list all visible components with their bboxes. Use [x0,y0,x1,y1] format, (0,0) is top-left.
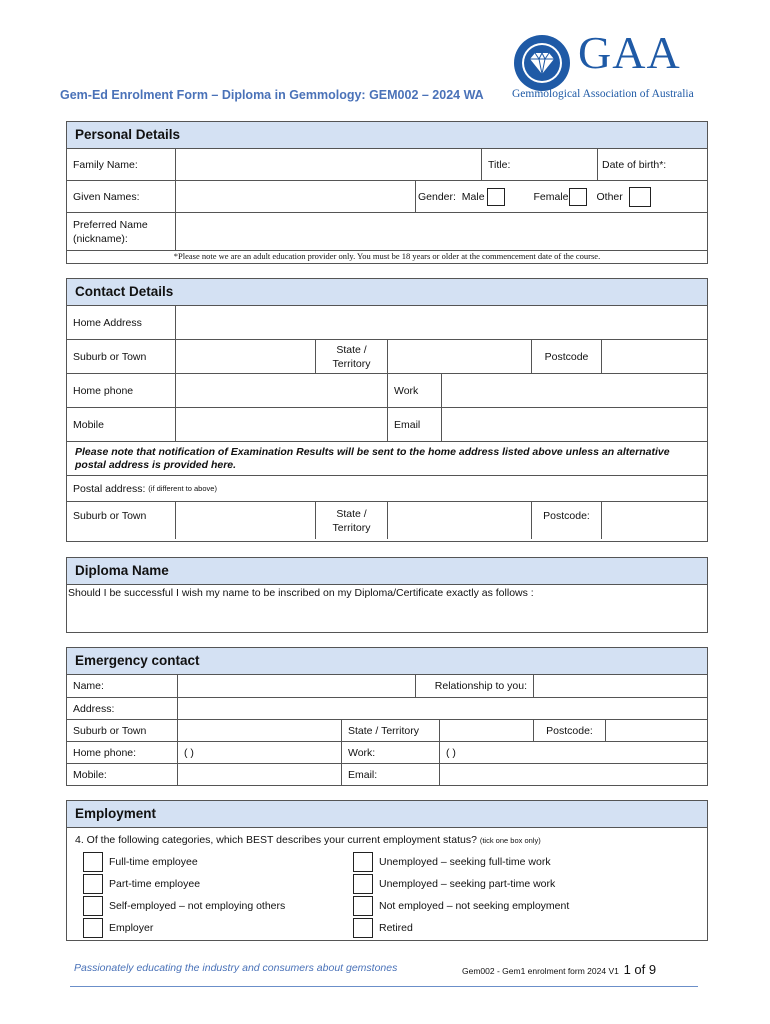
personal-details-heading: Personal Details [67,122,707,149]
mobile-input[interactable] [175,408,387,441]
title-label: Title: [481,149,597,180]
postal-address-hint: (if different to above) [148,484,217,493]
work-input[interactable] [441,374,709,407]
parttime-checkbox[interactable] [83,874,103,894]
relationship-input[interactable] [533,675,709,697]
mobile-row [67,408,707,442]
employment-option-not-seeking[interactable] [353,896,569,916]
emergency-contact-heading: Emergency contact [67,648,707,675]
email-input[interactable] [441,408,709,441]
employment-question-hint: (tick one box only) [479,836,541,845]
home-address-row [67,306,707,340]
postal-state-label: State / Territory [315,502,387,539]
postal-suburb-input[interactable] [175,502,315,539]
gaa-logo-subtitle: Gemmological Association of Australia [512,88,694,100]
family-name-label: Family Name: [73,158,138,171]
postal-notice: Please note that notification of Examination Results will be sent to the home address listed above unless an alternative postal address is provided here. [75,446,670,471]
emergency-mobile-input[interactable] [177,764,341,786]
emergency-suburb-row [67,720,707,742]
emergency-email-label: Email: [341,764,439,786]
unemployed-parttime-checkbox[interactable] [353,874,373,894]
postal-address-cell[interactable] [67,476,709,501]
home-address-label: Home Address [73,316,142,329]
mobile-label: Mobile [73,418,104,431]
gender-label: Gender: [418,190,456,203]
family-name-row [67,149,707,181]
dob-label: Date of birth*: [597,149,709,180]
email-label: Email [387,408,441,441]
home-address-input[interactable] [175,306,709,339]
unemployed-fulltime-checkbox[interactable] [353,852,373,872]
fulltime-checkbox[interactable] [83,852,103,872]
employer-label: Employer [109,922,154,934]
relationship-label: Relationship to you: [415,675,533,697]
work-label: Work [387,374,441,407]
employment-heading: Employment [67,801,707,828]
diploma-name-text: Should I be successful I wish my name to be inscribed on my Diploma/Certificate exactly as follows : [68,587,534,599]
home-phone-input[interactable] [175,374,387,407]
gender-other-checkbox[interactable] [629,187,651,207]
emergency-email-input[interactable] [439,764,709,786]
postal-address-row[interactable] [67,476,707,502]
postcode-input[interactable] [601,340,709,373]
state-input[interactable] [387,340,531,373]
emergency-postcode-label: Postcode: [533,720,605,741]
preferred-name-input[interactable] [175,213,709,250]
contact-details-section [66,278,708,542]
footer-doc-info [462,962,656,977]
emergency-name-row [67,675,707,698]
employer-checkbox[interactable] [83,918,103,938]
parttime-label: Part-time employee [109,878,201,890]
age-note: *Please note we are an adult education provider only. You must be 18 years or older at the commencement date of the course. [173,251,601,261]
emergency-name-label: Name: [73,680,104,692]
employment-option-fulltime[interactable] [83,852,198,872]
emergency-name-input[interactable] [177,675,415,697]
employment-question [75,834,541,846]
gender-cell [415,181,709,212]
employment-option-parttime[interactable] [83,874,200,894]
footer-tagline: Passionately educating the industry and consumers about gemstones [74,962,398,974]
postcode-label: Postcode [531,340,601,373]
emergency-postcode-input[interactable] [605,720,709,741]
footer-divider [70,986,698,987]
form-title: Gem-Ed Enrolment Form – Diploma in Gemmology: GEM002 – 2024 WA [60,88,484,102]
emergency-contact-section [66,647,708,786]
diploma-name-section [66,557,708,633]
employment-option-employer[interactable] [83,918,153,938]
gender-female-label: Female [533,190,569,203]
employment-option-retired[interactable] [353,918,413,938]
state-label: State / Territory [315,340,387,373]
given-names-input[interactable] [175,181,415,212]
emergency-address-input[interactable] [177,698,709,719]
selfemployed-label: Self-employed – not employing others [109,900,286,912]
suburb-row [67,340,707,374]
gender-male-label: Male [461,190,485,203]
gender-male-checkbox[interactable] [487,188,505,206]
preferred-name-label: Preferred Name (nickname): [73,218,148,245]
employment-option-unemployed-fulltime[interactable] [353,852,551,872]
retired-label: Retired [379,922,413,934]
footer-doc-id: Gem002 - Gem1 enrolment form 2024 V1 [462,966,619,976]
employment-section [66,800,708,941]
emergency-mobile-row [67,764,707,786]
emergency-home-phone-input[interactable]: ( ) [177,742,341,763]
emergency-phone-row [67,742,707,764]
given-names-label: Given Names: [73,190,140,203]
employment-body [67,828,707,941]
emergency-work-input[interactable]: ( ) [439,742,709,763]
postal-notice-row [67,442,707,476]
emergency-address-label: Address: [73,702,115,715]
suburb-input[interactable] [175,340,315,373]
age-note-row [67,251,707,264]
postal-postcode-label: Postcode: [531,502,601,539]
emergency-state-label: State / Territory [341,720,439,741]
postal-state-input[interactable] [387,502,531,539]
emergency-suburb-label: Suburb or Town [73,724,147,737]
preferred-name-row [67,213,707,251]
emergency-home-phone-label: Home phone: [73,746,137,759]
not-seeking-checkbox[interactable] [353,896,373,916]
suburb-label: Suburb or Town [73,350,147,363]
emergency-suburb-input[interactable] [177,720,341,741]
employment-option-selfemployed[interactable] [83,896,285,916]
personal-details-section [66,121,708,264]
contact-details-heading: Contact Details [67,279,707,306]
gender-female-checkbox[interactable] [569,188,587,206]
employment-option-unemployed-parttime[interactable] [353,874,555,894]
emergency-state-input[interactable] [439,720,533,741]
employment-question-text: 4. Of the following categories, which BEST describes your current employment status? [75,834,477,846]
retired-checkbox[interactable] [353,918,373,938]
unemployed-parttime-label: Unemployed – seeking part-time work [379,878,556,890]
gaa-seal-logo [513,34,571,92]
home-phone-label: Home phone [73,384,134,397]
not-seeking-label: Not employed – not seeking employment [379,900,570,912]
footer-page-number: 1 of 9 [623,962,657,977]
given-names-row [67,181,707,213]
emergency-mobile-label: Mobile: [73,769,107,781]
fulltime-label: Full-time employee [109,856,198,868]
family-name-input[interactable] [175,149,481,180]
home-phone-row [67,374,707,408]
diploma-name-row[interactable] [67,585,707,633]
postal-address-label: Postal address: [73,482,146,495]
gaa-logo-text: GAA [578,27,681,78]
diploma-name-heading: Diploma Name [67,558,707,585]
emergency-work-label: Work: [341,742,439,763]
postal-suburb-label: Suburb or Town [73,510,147,522]
postal-postcode-input[interactable] [601,502,709,539]
gender-other-label: Other [596,190,623,203]
unemployed-fulltime-label: Unemployed – seeking full-time work [379,856,551,868]
emergency-address-row [67,698,707,720]
postal-suburb-row [67,502,707,539]
selfemployed-checkbox[interactable] [83,896,103,916]
